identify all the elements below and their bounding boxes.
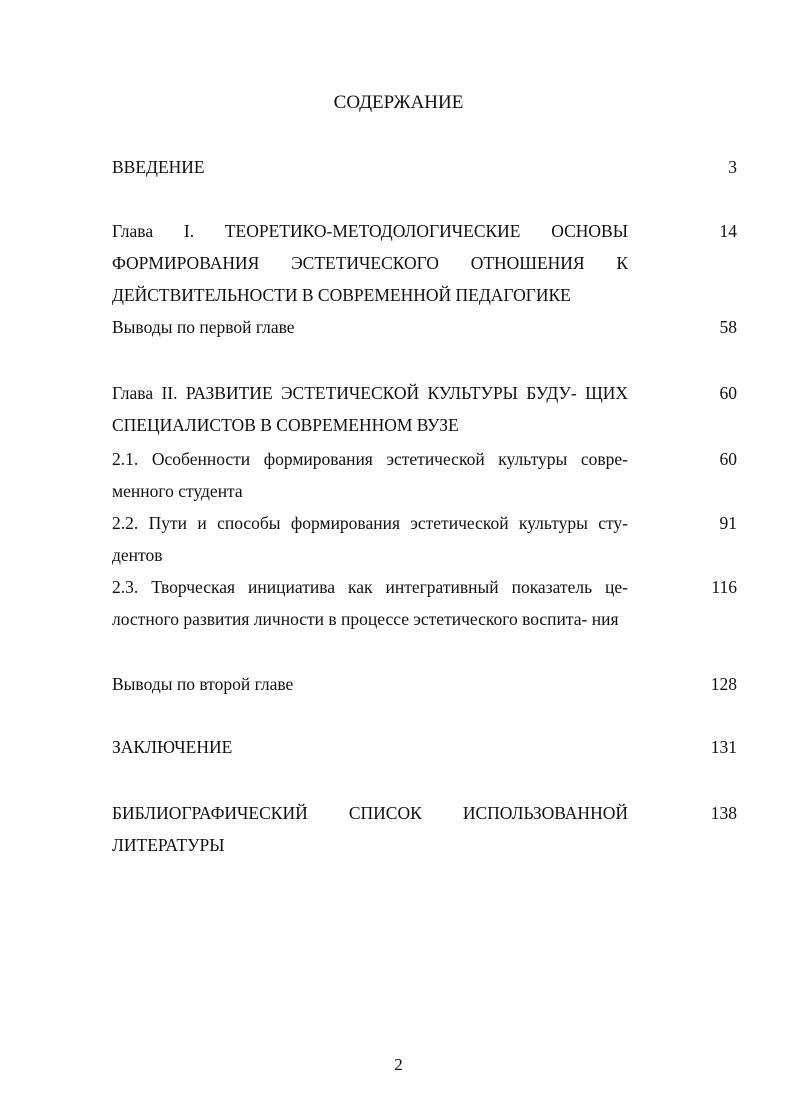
toc-entry-title: 2.1. Особенности формирования эстетической культуры совре- менного студента <box>112 449 628 501</box>
toc-entry-page: 60 <box>719 383 737 403</box>
toc-entry-section-2-1 <box>112 443 737 507</box>
toc-entry-title: ЗАКЛЮЧЕНИЕ <box>112 737 233 757</box>
toc-entry-title: 2.2. Пути и способы формирования эстетической культуры сту- дентов <box>112 513 628 565</box>
page-number: 2 <box>394 1055 403 1074</box>
toc-entry-page: 60 <box>719 449 737 469</box>
toc-entry-page: 131 <box>710 737 737 757</box>
toc-entry-title: ВВЕДЕНИЕ <box>112 157 205 177</box>
toc-entry-chapter-2 <box>112 377 737 441</box>
toc-entry-title: Выводы по второй главе <box>112 674 294 694</box>
toc-entry-title: Выводы по первой главе <box>112 317 295 337</box>
toc-entry-chapter-2-conclusions <box>112 668 737 700</box>
toc-entry-bibliography <box>112 797 737 861</box>
toc-entry-page: 58 <box>719 317 737 337</box>
toc-entry-title: Глава II. РАЗВИТИЕ ЭСТЕТИЧЕСКОЙ КУЛЬТУРЫ БУДУ- ЩИХ СПЕЦИАЛИСТОВ В СОВРЕМЕННОМ ВУЗЕ <box>112 383 628 435</box>
toc-entry-title: 2.3. Творческая инициатива как интегративный показатель це- лостного развития личности в процессе эстетического воспита- ния <box>112 577 628 629</box>
toc-entry-page: 138 <box>710 803 737 823</box>
toc-entry-page: 128 <box>710 674 737 694</box>
toc-entry-chapter-1 <box>112 215 737 311</box>
toc-entry-section-2-3 <box>112 571 737 635</box>
toc-entry-page: 116 <box>711 577 737 597</box>
toc-entry-introduction <box>112 151 737 183</box>
toc-entry-page: 14 <box>719 221 737 241</box>
toc-heading: СОДЕРЖАНИЕ <box>333 92 464 113</box>
toc-entry-chapter-1-conclusions <box>112 311 737 343</box>
toc-entry-section-2-2 <box>112 507 737 571</box>
toc-entry-conclusion <box>112 731 737 763</box>
toc-entry-title: БИБЛИОГРАФИЧЕСКИЙ СПИСОК ИСПОЛЬЗОВАННОЙ ЛИТЕРАТУРЫ <box>112 803 628 855</box>
toc-entry-page: 3 <box>728 157 737 177</box>
toc-entry-title: Глава I. ТЕОРЕТИКО-МЕТОДОЛОГИЧЕСКИЕ ОСНОВЫ ФОРМИРОВАНИЯ ЭСТЕТИЧЕСКОГО ОТНОШЕНИЯ К ДЕЙСТВИТЕЛЬНОСТИ В СОВРЕМЕННОЙ ПЕДАГОГИКЕ <box>112 221 628 305</box>
toc-entry-page: 91 <box>719 513 737 533</box>
